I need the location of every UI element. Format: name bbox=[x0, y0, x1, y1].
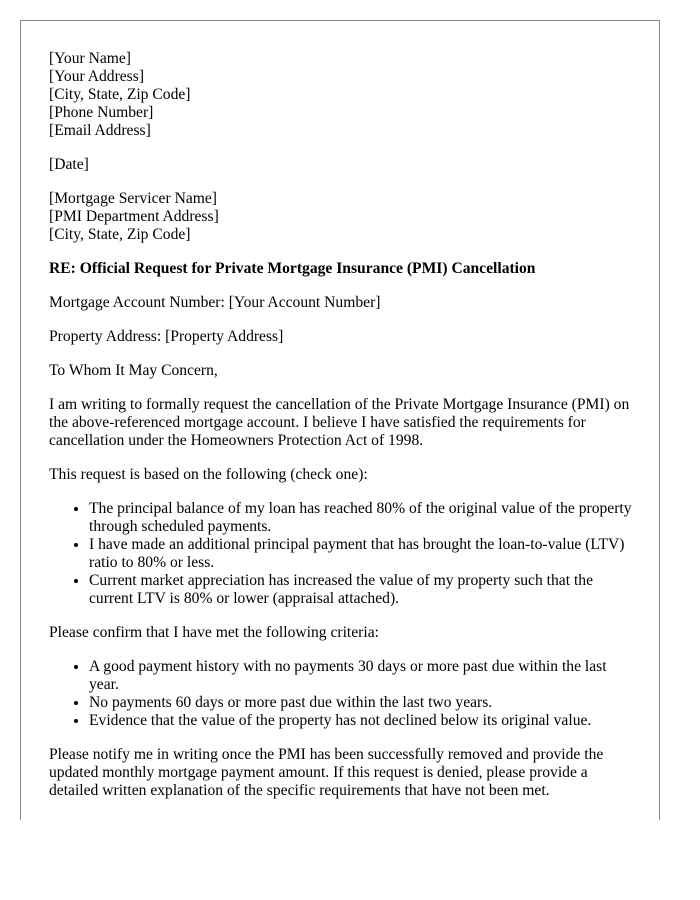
property-address-line: Property Address: [Property Address] bbox=[49, 328, 284, 345]
basis-intro: This request is based on the following (check one): bbox=[49, 466, 368, 483]
sender-address: [Your Address] bbox=[49, 68, 145, 85]
basis-list bbox=[49, 500, 639, 608]
sender-email: [Email Address] bbox=[49, 122, 151, 139]
account-number-line: Mortgage Account Number: [Your Account Number] bbox=[49, 294, 381, 311]
criteria-item: • Evidence that the value of the property has not declined below its original value. bbox=[89, 712, 639, 730]
sender-city-state-zip: [City, State, Zip Code] bbox=[49, 86, 191, 103]
basis-item: • The principal balance of my loan has reached 80% of the original value of the property through scheduled payments. bbox=[89, 500, 639, 536]
letter-date: [Date] bbox=[49, 156, 89, 173]
sender-phone: [Phone Number] bbox=[49, 104, 154, 121]
sender-name: [Your Name] bbox=[49, 50, 132, 67]
recipient-city-state-zip: [City, State, Zip Code] bbox=[49, 226, 191, 243]
sender-block bbox=[49, 50, 639, 140]
criteria-item: • A good payment history with no payments 30 days or more past due within the last year. bbox=[89, 658, 639, 694]
criteria-intro: Please confirm that I have met the following criteria: bbox=[49, 624, 379, 641]
intro-paragraph: I am writing to formally request the cancellation of the Private Mortgage Insurance (PMI) on the above-referenced mortgage account. I believe I have satisfied the requirements for cancellation under the Homeowners Protection Act of 1998. bbox=[49, 396, 630, 449]
recipient-block bbox=[49, 190, 639, 244]
criteria-list bbox=[49, 658, 639, 730]
recipient-department-address: [PMI Department Address] bbox=[49, 208, 219, 225]
letter-page bbox=[20, 20, 660, 820]
basis-item: • Current market appreciation has increased the value of my property such that the current LTV is 80% or lower (appraisal attached). bbox=[89, 572, 639, 608]
letter-content bbox=[49, 50, 639, 800]
criteria-item: • No payments 60 days or more past due within the last two years. bbox=[89, 694, 639, 712]
recipient-servicer: [Mortgage Servicer Name] bbox=[49, 190, 217, 207]
salutation: To Whom It May Concern, bbox=[49, 362, 218, 379]
closing-paragraph: Please notify me in writing once the PMI has been successfully removed and provide the updated monthly mortgage payment amount. If this request is denied, please provide a detailed written explanation of the specific requirements that have not been met. bbox=[49, 746, 604, 799]
subject-line: RE: Official Request for Private Mortgage Insurance (PMI) Cancellation bbox=[49, 260, 536, 277]
date-block bbox=[49, 156, 639, 174]
basis-item: • I have made an additional principal payment that has brought the loan-to-value (LTV) ratio to 80% or less. bbox=[89, 536, 639, 572]
